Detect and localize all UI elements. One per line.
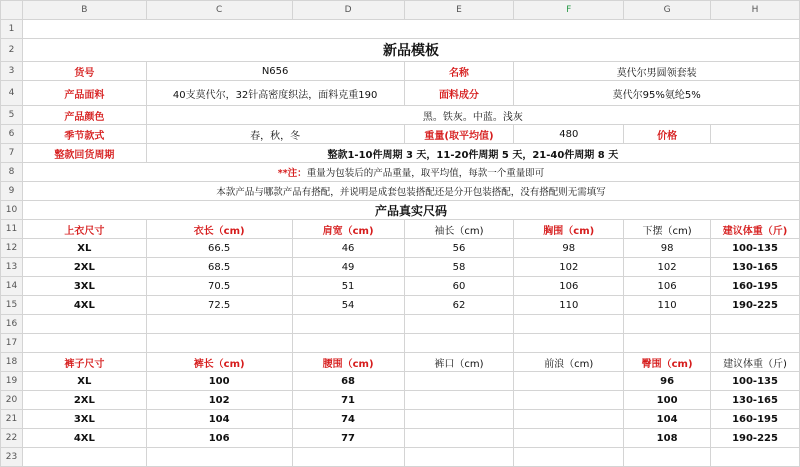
bottom-header-cell[interactable]: 腰围（cm) <box>292 353 404 372</box>
bottom-size-header-row <box>1 353 800 372</box>
row-header-9[interactable]: 9 <box>1 182 23 201</box>
top-header-cell[interactable]: 上衣尺寸 <box>22 220 146 239</box>
empty-cell[interactable] <box>22 315 146 334</box>
empty-cell[interactable] <box>514 334 624 353</box>
top-size-cell[interactable]: 54 <box>292 296 404 315</box>
composition-label[interactable]: 面料成分 <box>404 81 514 106</box>
bottom-size-cell[interactable]: 106 <box>146 429 292 448</box>
table-row <box>1 410 800 429</box>
color-label[interactable]: 产品颜色 <box>22 106 146 125</box>
composition-value[interactable]: 莫代尔95%氨纶5% <box>514 81 800 106</box>
bottom-size-cell[interactable]: 77 <box>292 429 404 448</box>
weight-value[interactable]: 480 <box>514 125 624 144</box>
table-row <box>1 277 800 296</box>
column-header-c[interactable]: C <box>146 1 292 20</box>
empty-cell[interactable] <box>292 448 404 467</box>
bottom-size-cell[interactable] <box>404 372 514 391</box>
top-size-cell[interactable]: 110 <box>514 296 624 315</box>
top-header-cell[interactable]: 建议体重（斤) <box>711 220 800 239</box>
empty-cell[interactable] <box>292 334 404 353</box>
bottom-header-cell[interactable]: 前浪（cm) <box>514 353 624 372</box>
top-header-cell[interactable]: 肩宽（cm) <box>292 220 404 239</box>
row-header-2[interactable]: 2 <box>1 39 23 62</box>
top-size-cell[interactable]: 70.5 <box>146 277 292 296</box>
bottom-size-cell[interactable]: 190-225 <box>711 429 800 448</box>
top-size-cell[interactable]: 98 <box>514 239 624 258</box>
row-header-13[interactable]: 13 <box>1 258 23 277</box>
row-header-11[interactable]: 11 <box>1 220 23 239</box>
column-header-d[interactable]: D <box>292 1 404 20</box>
item-no-value[interactable]: N656 <box>146 62 404 81</box>
bottom-size-cell[interactable]: 100 <box>146 372 292 391</box>
top-size-cell[interactable]: 62 <box>404 296 514 315</box>
top-size-cell[interactable]: 49 <box>292 258 404 277</box>
row-header-18[interactable]: 18 <box>1 353 23 372</box>
empty-cell[interactable] <box>146 448 292 467</box>
row-header-20[interactable]: 20 <box>1 391 23 410</box>
bottom-size-cell[interactable]: 3XL <box>22 410 146 429</box>
table-row <box>1 429 800 448</box>
row-header-3[interactable]: 3 <box>1 62 23 81</box>
cell-empty-row1[interactable] <box>22 20 799 39</box>
bottom-size-cell[interactable] <box>404 391 514 410</box>
empty-cell[interactable] <box>711 315 800 334</box>
season-value[interactable]: 春，秋，冬 <box>146 125 404 144</box>
empty-cell[interactable] <box>624 315 711 334</box>
return-cycle-label[interactable]: 整款回货周期 <box>22 144 146 163</box>
top-size-cell[interactable]: 102 <box>624 258 711 277</box>
bottom-size-cell[interactable]: 100 <box>624 391 711 410</box>
empty-cell[interactable] <box>514 315 624 334</box>
row-header-10[interactable]: 10 <box>1 201 23 220</box>
bottom-header-cell[interactable]: 裤子尺寸 <box>22 353 146 372</box>
bottom-header-cell[interactable]: 建议体重（斤) <box>711 353 800 372</box>
bottom-size-cell[interactable] <box>404 429 514 448</box>
bottom-size-cell[interactable] <box>514 391 624 410</box>
row-header-12[interactable]: 12 <box>1 239 23 258</box>
bottom-size-cell[interactable]: 74 <box>292 410 404 429</box>
row-header-15[interactable]: 15 <box>1 296 23 315</box>
top-size-cell[interactable]: 106 <box>514 277 624 296</box>
bottom-size-cell[interactable]: 2XL <box>22 391 146 410</box>
weight-note[interactable] <box>22 163 799 182</box>
empty-cell[interactable] <box>404 315 514 334</box>
top-size-cell[interactable]: 190-225 <box>711 296 800 315</box>
note-text: 重量为包装后的产品重量，取平均值，每款一个重量即可 <box>306 168 545 179</box>
fabric-value[interactable]: 40支莫代尔，32针高密度织法，面料克重190 <box>146 81 404 106</box>
table-row <box>1 391 800 410</box>
top-size-cell[interactable]: 56 <box>404 239 514 258</box>
top-size-cell[interactable]: 3XL <box>22 277 146 296</box>
empty-cell[interactable] <box>624 448 711 467</box>
row-header-16[interactable]: 16 <box>1 315 23 334</box>
column-header-e[interactable]: E <box>404 1 514 20</box>
column-header-h[interactable]: H <box>711 1 800 20</box>
empty-cell[interactable] <box>146 315 292 334</box>
row-header-5[interactable]: 5 <box>1 106 23 125</box>
empty-cell[interactable] <box>711 448 800 467</box>
top-size-cell[interactable]: 68.5 <box>146 258 292 277</box>
price-value[interactable] <box>711 125 800 144</box>
top-size-cell[interactable]: 46 <box>292 239 404 258</box>
bottom-size-cell[interactable]: 68 <box>292 372 404 391</box>
item-no-label[interactable]: 货号 <box>22 62 146 81</box>
column-header-b[interactable]: B <box>22 1 146 20</box>
row-header-14[interactable]: 14 <box>1 277 23 296</box>
table-row <box>1 372 800 391</box>
season-label[interactable]: 季节款式 <box>22 125 146 144</box>
bottom-size-cell[interactable]: 104 <box>146 410 292 429</box>
color-value[interactable]: 黑。铁灰。中蓝。浅灰 <box>146 106 799 125</box>
bottom-size-cell[interactable]: 4XL <box>22 429 146 448</box>
top-size-cell[interactable]: 51 <box>292 277 404 296</box>
bottom-size-cell[interactable] <box>404 410 514 429</box>
empty-cell[interactable] <box>404 448 514 467</box>
fabric-label[interactable]: 产品面料 <box>22 81 146 106</box>
top-size-cell[interactable]: 106 <box>624 277 711 296</box>
top-header-cell[interactable]: 袖长（cm) <box>404 220 514 239</box>
top-size-cell[interactable]: 102 <box>514 258 624 277</box>
bottom-size-cell[interactable]: 160-195 <box>711 410 800 429</box>
empty-cell[interactable] <box>514 448 624 467</box>
top-size-cell[interactable]: 160-195 <box>711 277 800 296</box>
column-header-g[interactable]: G <box>624 1 711 20</box>
top-size-cell[interactable]: 4XL <box>22 296 146 315</box>
bottom-size-cell[interactable]: 102 <box>146 391 292 410</box>
bottom-size-cell[interactable] <box>514 429 624 448</box>
table-row <box>1 296 800 315</box>
row-header-21[interactable]: 21 <box>1 410 23 429</box>
empty-cell[interactable] <box>711 334 800 353</box>
top-size-cell[interactable]: 2XL <box>22 258 146 277</box>
top-size-cell[interactable]: 100-135 <box>711 239 800 258</box>
return-cycle-value[interactable]: 整款1-10件周期 3 天，11-20件周期 5 天，21-40件周期 8 天 <box>146 144 799 163</box>
bottom-size-cell[interactable] <box>514 372 624 391</box>
bottom-header-cell[interactable]: 裤口（cm) <box>404 353 514 372</box>
name-value[interactable]: 莫代尔男圆领套装 <box>514 62 800 81</box>
top-size-cell[interactable]: 72.5 <box>146 296 292 315</box>
sheet-title[interactable]: 新品模板 <box>22 39 799 62</box>
bottom-header-cell[interactable]: 裤长（cm) <box>146 353 292 372</box>
empty-cell[interactable] <box>292 315 404 334</box>
bottom-size-cell[interactable] <box>514 410 624 429</box>
row-header-1[interactable]: 1 <box>1 20 23 39</box>
top-size-cell[interactable]: 60 <box>404 277 514 296</box>
bottom-size-cell[interactable]: 100-135 <box>711 372 800 391</box>
top-size-cell[interactable]: XL <box>22 239 146 258</box>
row-header-17[interactable]: 17 <box>1 334 23 353</box>
empty-cell[interactable] <box>22 334 146 353</box>
bottom-size-cell[interactable]: 104 <box>624 410 711 429</box>
weight-label[interactable]: 重量(取平均值) <box>404 125 514 144</box>
price-label[interactable]: 价格 <box>624 125 711 144</box>
pairing-note[interactable]: 本款产品与哪款产品有搭配，并说明是成套包装搭配还是分开包装搭配，没有搭配则无需填写 <box>22 182 799 201</box>
table-row <box>1 239 800 258</box>
row-header-19[interactable]: 19 <box>1 372 23 391</box>
table-row <box>1 258 800 277</box>
row-header-23[interactable]: 23 <box>1 448 23 467</box>
top-header-cell[interactable]: 胸围（cm) <box>514 220 624 239</box>
bottom-size-cell[interactable]: 108 <box>624 429 711 448</box>
bottom-header-cell[interactable]: 臀围（cm) <box>624 353 711 372</box>
empty-cell[interactable] <box>404 334 514 353</box>
note-prefix: **注： <box>277 168 307 179</box>
top-size-cell[interactable]: 110 <box>624 296 711 315</box>
bottom-size-cell[interactable]: 130-165 <box>711 391 800 410</box>
empty-cell[interactable] <box>146 334 292 353</box>
top-header-cell[interactable]: 衣长（cm) <box>146 220 292 239</box>
top-size-cell[interactable]: 98 <box>624 239 711 258</box>
select-all-corner[interactable] <box>1 1 23 20</box>
name-label[interactable]: 名称 <box>404 62 514 81</box>
top-size-cell[interactable]: 66.5 <box>146 239 292 258</box>
empty-cell[interactable] <box>22 448 146 467</box>
top-size-header-row <box>1 220 800 239</box>
top-header-cell[interactable]: 下摆（cm) <box>624 220 711 239</box>
top-size-cell[interactable]: 58 <box>404 258 514 277</box>
bottom-size-cell[interactable]: 96 <box>624 372 711 391</box>
empty-cell[interactable] <box>624 334 711 353</box>
top-size-cell[interactable]: 130-165 <box>711 258 800 277</box>
column-header-f[interactable]: F <box>514 1 624 20</box>
row-header-7[interactable]: 7 <box>1 144 23 163</box>
size-section-title[interactable]: 产品真实尺码 <box>22 201 799 220</box>
bottom-size-cell[interactable]: XL <box>22 372 146 391</box>
bottom-size-cell[interactable]: 71 <box>292 391 404 410</box>
row-header-8[interactable]: 8 <box>1 163 23 182</box>
row-header-22[interactable]: 22 <box>1 429 23 448</box>
row-header-4[interactable]: 4 <box>1 81 23 106</box>
row-header-6[interactable]: 6 <box>1 125 23 144</box>
